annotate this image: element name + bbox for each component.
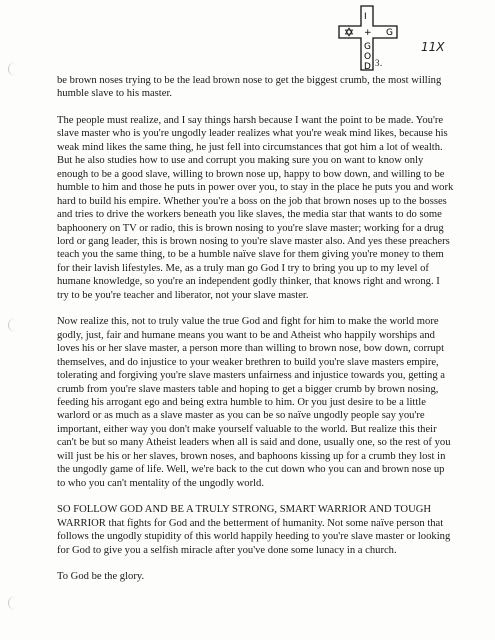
closing-line: To God be the glory. xyxy=(57,570,145,582)
cross-letter: D xyxy=(364,62,371,72)
cross-letter: O xyxy=(364,52,372,62)
document-body xyxy=(57,74,454,596)
cross-letter: G xyxy=(364,42,371,52)
cross-letter: G xyxy=(386,28,393,38)
page-number: 3. xyxy=(375,58,383,68)
hand-drawn-cross-icon xyxy=(337,4,409,72)
paragraph-continuation: be brown noses trying to be the lead brown nose to get the biggest crumb, the most willing humble slave to his master. xyxy=(57,75,442,100)
cross-letter: I xyxy=(364,12,367,22)
paragraph-realize-this: Now realize this, not to truly value the true God and fight for him to make the world more godly, just, fair and humane means you want to be and Atheist who happily worships and loves his or her slave master, a person more than willing to brown nose, bow down, corrupt themselves, and do injustice to your weaker brethren to build you're slave masters empire, tolerating and forgiving you're slave masters unfairness and injustice towards you, getting a crumb from you're slave masters table and hoping to get a bigger crumb by brown nosing, feeding his arrogant ego and being extra humble to him. Or you just desire to be a little warlord or as much as a slave master as you can be so naïve ungodly people say you're important, either way you don't make yourself valuable to the world. But realize this their can't be but so many Atheist leaders when all is said and done, usually one, so the rest of you will just be his or her slaves, brown noses, and baphoons kissing up for a crumb they lost in the ungodly game of life. Well, we're back to the cut down who you can and brown nose up to who you can't mentality of the ungodly world. xyxy=(57,316,451,489)
binder-hole-bottom xyxy=(8,596,23,610)
cross-letter: + xyxy=(364,28,372,38)
star-of-david-icon xyxy=(346,28,353,36)
paragraph-follow-god: SO FOLLOW GOD AND BE A TRULY STRONG, SMART WARRIOR AND TOUGH WARRIOR that fights for God and the betterment of humanity. Not some naïve person that follows the ungodly stupidity of this world happily heeding to you're slave master or looking for God to give you a selfish miracle after you've done some lunacy in a church. xyxy=(57,504,451,556)
binder-hole-top xyxy=(8,62,23,76)
paragraph-slave-master: The people must realize, and I say things harsh because I want the point to be made. You're slave master who is you're ungodly leader realizes what you're weak mind likes, because his weak mind likes the same thing, he just fell into circumstances that got him a lot of wealth. But he also studies how to use and corrupt you making sure you on want to know only enough to be a good slave, willing to brown nose up, happy to bow down, and willing to be humble to him and those he puts in power over you, to stay in the place he puts you and work hard to build his empire. Whether you're a boss on the job that brown noses up to the bosses and tries to drive the workers beneath you like slaves, the media star that wants to do some baphoonery on TV or radio, this is brown nosing to you're slave master; working for a drug lord or gang leader, this is brown nosing to you're slave master also. And yes these preachers teach you the same thing, to be a humble naïve slave for them giving you're money to them for their lavish lifestyles. Me, as a truly man go God I try to bring you up to my level of humane knowledge, so you're an independent godly thinker, that knows right and wrong. I try to be you're teacher and liberator, not your slave master. xyxy=(57,114,454,301)
binder-hole-middle xyxy=(8,318,23,332)
handwritten-page-id: 11X xyxy=(421,40,445,54)
